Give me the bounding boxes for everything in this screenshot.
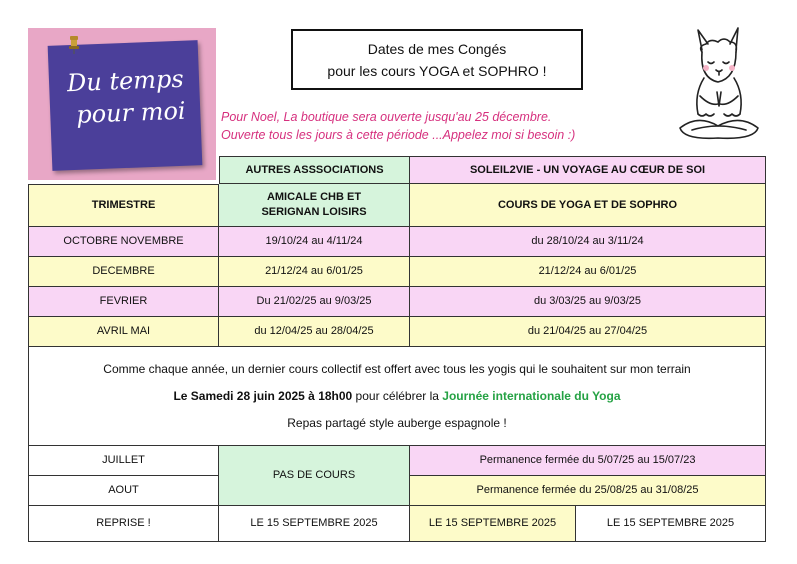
table-row-autres <box>219 287 410 317</box>
period-label: OCTOBRE NOVEMBRE <box>63 235 184 247</box>
header-autres-label: AUTRES ASSSOCIATIONS <box>245 163 384 176</box>
header-soleil2vie <box>410 156 766 184</box>
holiday-table <box>28 156 766 542</box>
period-label: DECEMBRE <box>92 265 155 277</box>
table-row-soleil <box>410 317 766 347</box>
header-autres-associations <box>219 156 410 184</box>
meditating-llama-illustration <box>658 22 780 154</box>
reprise-date3: LE 15 SEPTEMBRE 2025 <box>606 517 735 529</box>
sticky-note <box>48 40 203 171</box>
header-trimestre-label: TRIMESTRE <box>91 199 156 211</box>
autres-dates: du 12/04/25 au 28/04/25 <box>254 325 374 337</box>
autres-dates: Du 21/02/25 au 9/03/25 <box>256 295 372 307</box>
aout-label: AOUT <box>108 484 139 496</box>
pas-de-cours-label: PAS DE COURS <box>272 469 356 481</box>
table-row-soleil <box>410 257 766 287</box>
pushpin-icon <box>68 36 80 54</box>
reprise-date2: LE 15 SEPTEMBRE 2025 <box>428 517 557 529</box>
title-line1: Dates de mes Congés <box>367 40 507 57</box>
table-row-autres <box>219 227 410 257</box>
message-line3: Repas partagé style auberge espagnole ! <box>287 415 507 430</box>
message-mid-text: pour célébrer la <box>352 388 443 403</box>
message-event: Journée internationale du Yoga <box>442 388 621 403</box>
table-row-soleil <box>410 227 766 257</box>
reprise-date-autres <box>219 506 410 542</box>
pas-de-cours-cell <box>219 446 410 506</box>
table-row-autres <box>219 317 410 347</box>
permanence-aout-text: Permanence fermée du 25/08/25 au 31/08/25 <box>476 484 699 496</box>
period-juillet <box>28 446 219 476</box>
reprise-label: REPRISE ! <box>96 517 151 529</box>
period-label: AVRIL MAI <box>96 325 151 337</box>
sticky-note-line2: pour moi <box>75 96 187 129</box>
message-line1: Comme chaque année, un dernier cours collectif est offert avec tous les yogis qui le souhaitent sur mon terrain <box>103 361 691 376</box>
reprise-date1: LE 15 SEPTEMBRE 2025 <box>250 517 378 529</box>
header-amicale-label: AMICALE CHB ET SERIGNAN LOISIRS <box>261 191 367 218</box>
title-box <box>291 29 583 90</box>
notice-line2: Ouverte tous les jours à cette période ...Appelez moi si besoin :) <box>221 128 576 142</box>
soleil-dates: 21/12/24 au 6/01/25 <box>538 265 637 277</box>
header-cours <box>410 184 766 227</box>
yoga-day-message <box>28 347 766 446</box>
table-row-period <box>28 317 219 347</box>
juillet-label: JUILLET <box>102 454 145 466</box>
table-row-period <box>28 287 219 317</box>
title-line2: pour les cours YOGA et SOPHRO ! <box>327 62 547 79</box>
sticky-note-text <box>66 62 193 131</box>
table-row-soleil <box>410 287 766 317</box>
soleil-dates: du 28/10/24 au 3/11/24 <box>531 235 644 247</box>
autres-dates: 21/12/24 au 6/01/25 <box>265 265 363 277</box>
header-soleil-label: SOLEIL2VIE - UN VOYAGE AU CŒUR DE SOI <box>469 163 706 176</box>
reprise-label-cell <box>28 506 219 542</box>
message-line2 <box>173 389 620 404</box>
reprise-date-sophro <box>576 506 766 542</box>
message-date: Le Samedi 28 juin 2025 à 18h00 <box>173 388 353 403</box>
permanence-aout <box>410 476 766 506</box>
soleil-dates: du 21/04/25 au 27/04/25 <box>527 325 648 337</box>
table-row-period <box>28 227 219 257</box>
soleil-dates: du 3/03/25 au 9/03/25 <box>533 295 642 307</box>
table-row-period <box>28 257 219 287</box>
reprise-date-yoga <box>410 506 576 542</box>
permanence-juillet <box>410 446 766 476</box>
header-amicale <box>219 184 410 227</box>
period-label: FEVRIER <box>99 295 148 307</box>
permanence-juillet-text: Permanence fermée du 5/07/25 au 15/07/23 <box>479 454 696 466</box>
sticky-note-line1: Du temps <box>66 64 185 98</box>
autres-dates: 19/10/24 au 4/11/24 <box>265 235 363 247</box>
header-cours-label: COURS DE YOGA ET DE SOPHRO <box>497 198 678 211</box>
notice-line1: Pour Noel, La boutique sera ouverte jusqu'au 25 décembre. <box>221 110 552 124</box>
table-row-autres <box>219 257 410 287</box>
period-aout <box>28 476 219 506</box>
opening-notice <box>221 108 651 144</box>
header-trimestre <box>28 184 219 227</box>
